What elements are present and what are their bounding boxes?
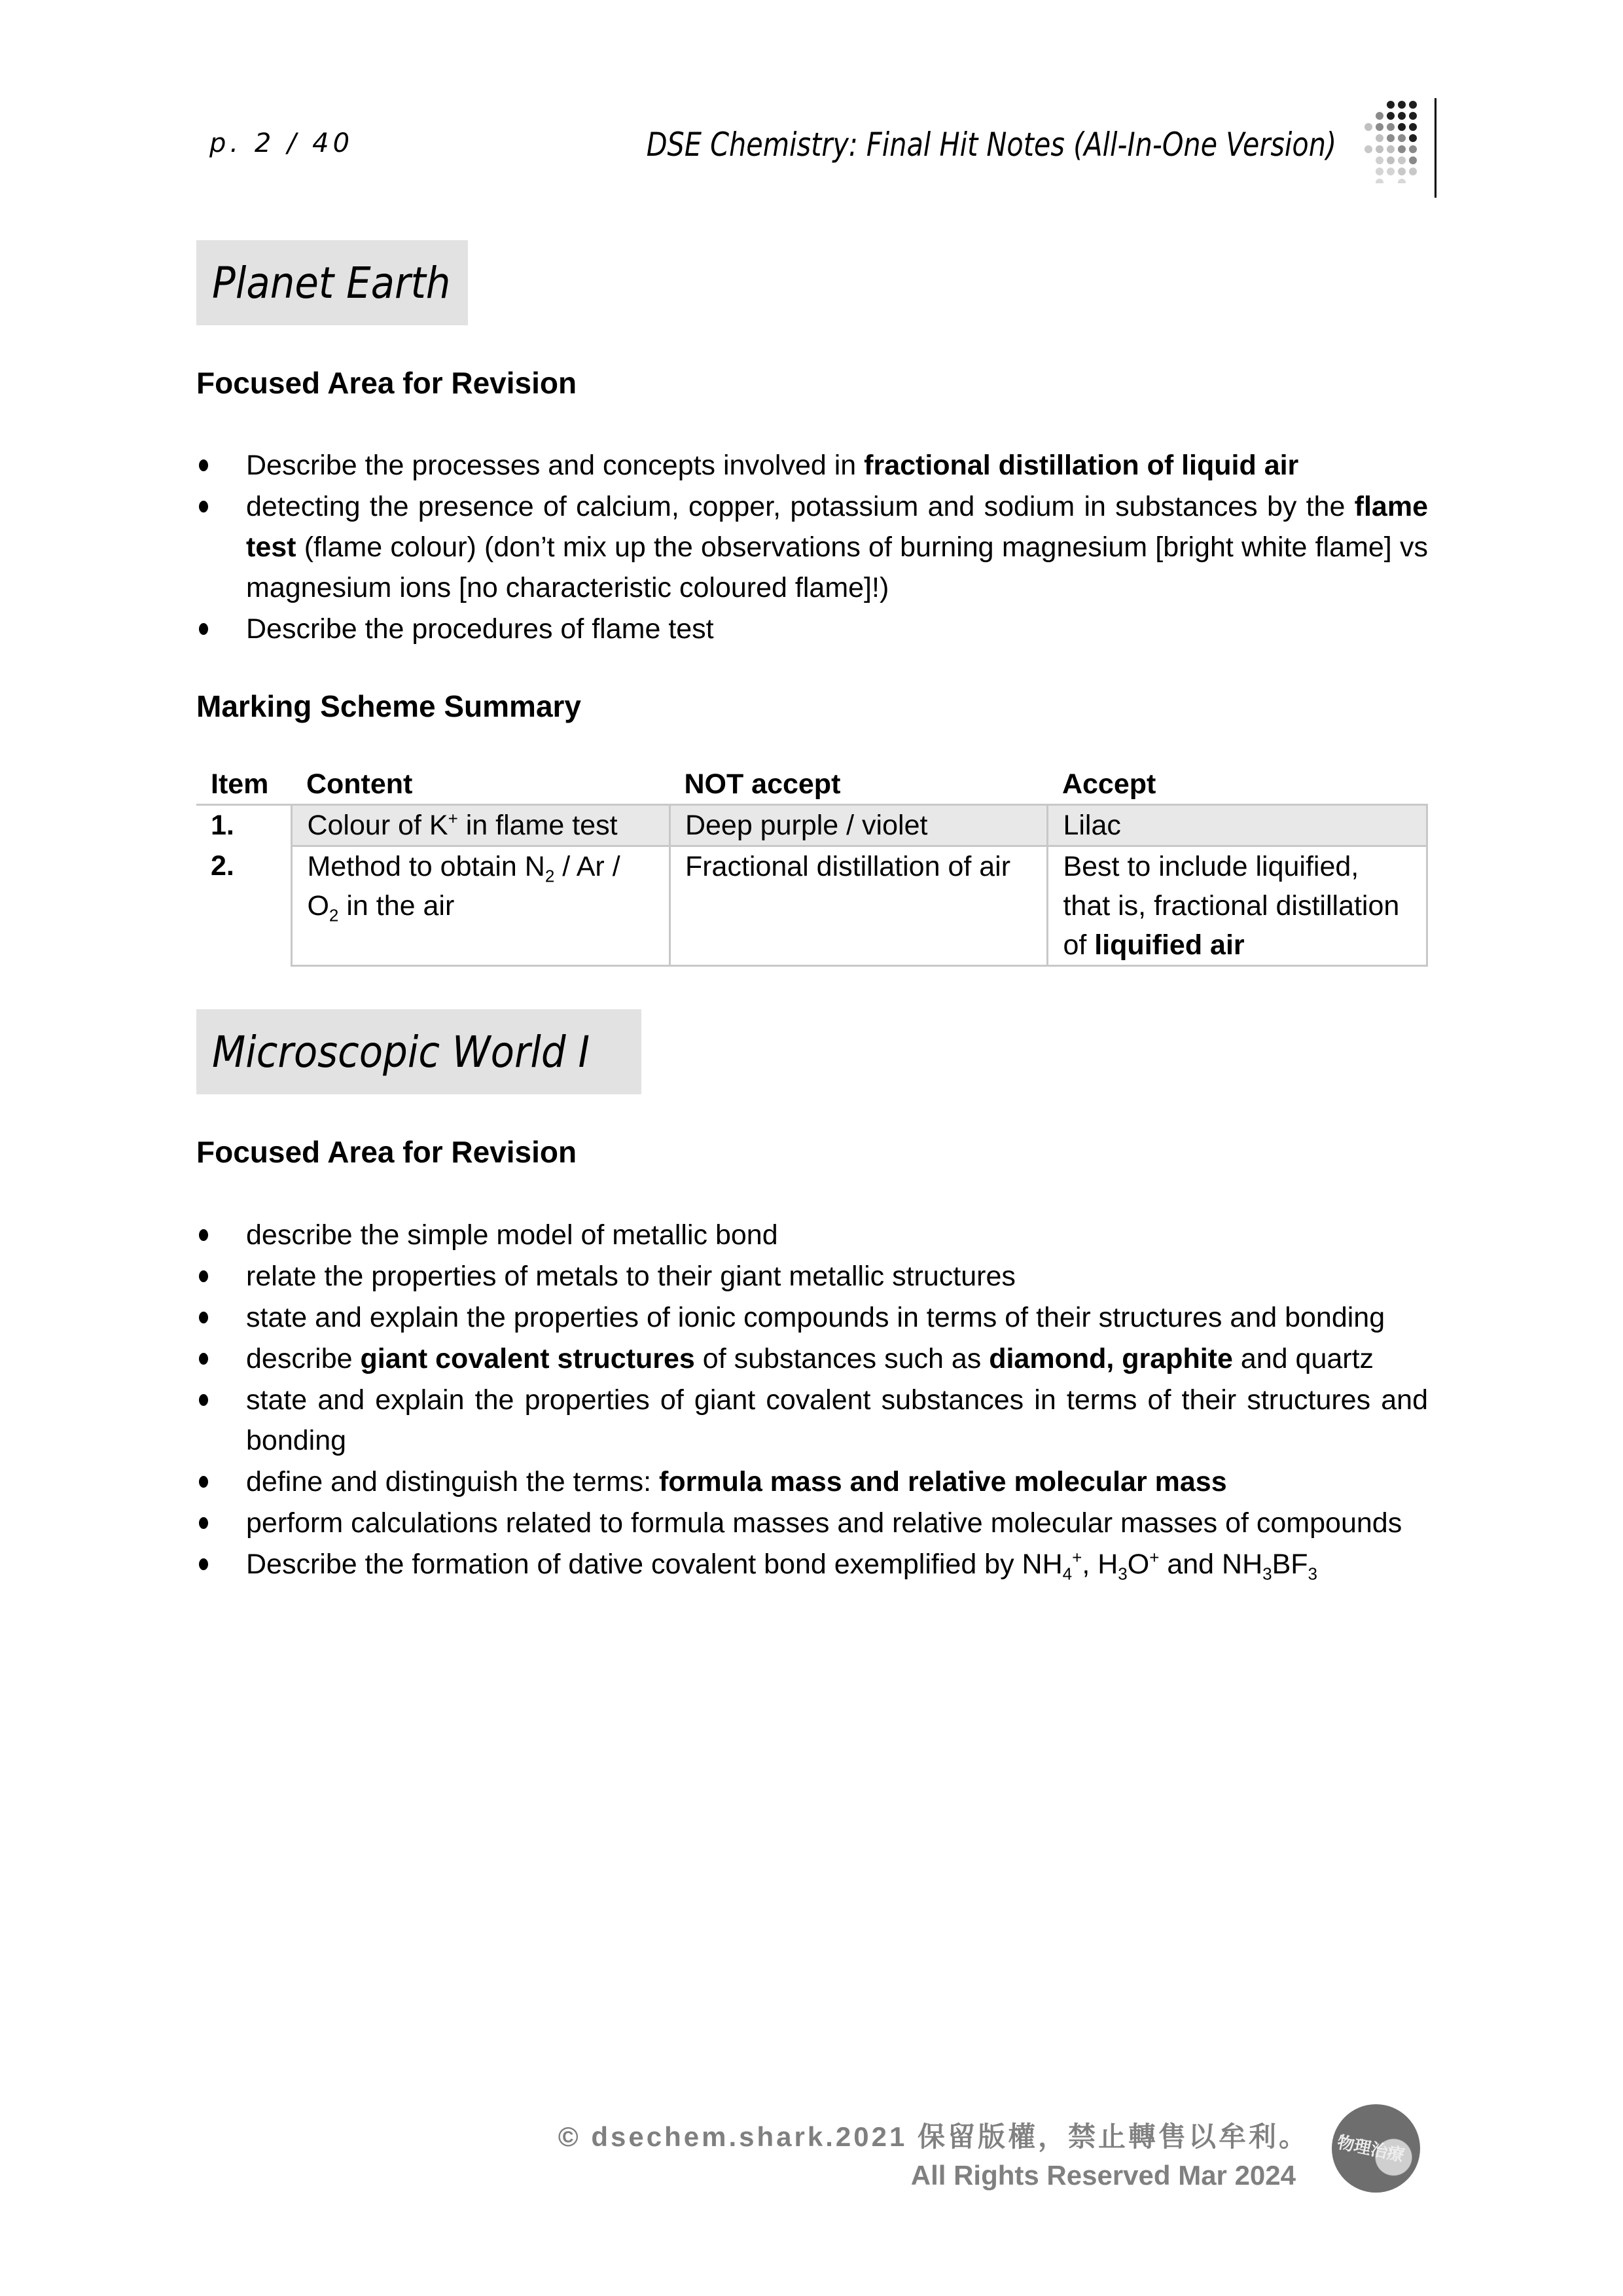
col-header-not-accept: NOT accept	[684, 768, 841, 800]
col-header-accept: Accept	[1061, 768, 1156, 800]
content-cell: Method to obtain $N_2$ / Ar / $O_2$ in the air	[292, 846, 669, 966]
focused-area-heading: Focused Area for Revision	[196, 1135, 577, 1169]
bullet-icon	[199, 1353, 208, 1365]
focus-list-planet-earth	[196, 445, 1428, 650]
item-number: 2.	[211, 850, 234, 882]
list-item: state and explain the properties of giant covalent substances in terms of their structures and bonding	[196, 1380, 1428, 1461]
item-number: 1.	[211, 810, 234, 841]
focused-area-heading: Focused Area for Revision	[196, 366, 577, 400]
bullet-icon	[199, 1270, 208, 1282]
content-cell: Colour of K+ in flame test	[292, 805, 669, 846]
section-title-planet-earth: Planet Earth	[196, 240, 468, 325]
list-item: Describe the formation of dative covalent bond exemplified by $NH_4^+$, $H_3O^+$ and $NH_3BF_3$	[196, 1544, 1428, 1585]
list-item: state and explain the properties of ionic compounds in terms of their structures and bonding	[196, 1297, 1428, 1338]
marking-scheme-table	[196, 764, 1428, 967]
bullet-icon	[199, 1229, 208, 1241]
marking-scheme-heading: Marking Scheme Summary	[196, 689, 582, 723]
author-avatar	[1332, 2104, 1420, 2193]
table-row	[196, 805, 1427, 846]
section-title-microscopic-world: Microscopic World I	[196, 1009, 641, 1094]
bullet-icon	[199, 1517, 208, 1529]
table-header-row	[196, 764, 1427, 805]
table-row	[196, 846, 1427, 966]
document-title: DSE Chemistry: Final Hit Notes (All-In-One Version)	[646, 126, 1336, 164]
list-item: describe giant covalent structures of substances such as diamond, graphite and quartz	[196, 1338, 1428, 1379]
rights-reserved-line: All Rights Reserved Mar 2024	[910, 2160, 1296, 2191]
col-header-item: Item	[211, 768, 269, 800]
bullet-icon	[199, 501, 208, 512]
bullet-icon	[199, 1558, 208, 1570]
bullet-icon	[199, 623, 208, 635]
avatar-text: 物理治療	[1335, 2132, 1406, 2166]
bullet-icon	[199, 1476, 208, 1488]
dot-grid-logo-icon	[1364, 98, 1430, 183]
accept-cell: Lilac	[1048, 805, 1427, 846]
list-item: Describe the processes and concepts involved in fractional distillation of liquid air	[196, 445, 1428, 486]
list-item: define and distinguish the terms: formula mass and relative molecular mass	[196, 1462, 1428, 1502]
page-number: p. 2 / 40	[209, 128, 354, 158]
copyright-line: © dsechem.shark.2021 保留版權，禁止轉售以牟利。	[558, 2121, 1309, 2152]
accept-cell: Best to include liquified, that is, fractional distillation of liquified air	[1048, 846, 1427, 966]
list-item: describe the simple model of metallic bond	[196, 1215, 1428, 1255]
header-divider	[1435, 98, 1436, 198]
not-accept-cell: Deep purple / violet	[669, 805, 1048, 846]
bullet-icon	[199, 1394, 208, 1406]
list-item: perform calculations related to formula masses and relative molecular masses of compounds	[196, 1503, 1428, 1543]
list-item: Describe the procedures of flame test	[196, 609, 1428, 649]
list-item: detecting the presence of calcium, copper, potassium and sodium in substances by the flame test (flame colour) (don’t mix up the observations of burning magnesium [bright white flame] vs magnesium ions [no characteristic coloured flame]!)	[196, 486, 1428, 608]
focus-list-microscopic-world	[196, 1215, 1428, 1585]
col-header-content: Content	[306, 768, 413, 800]
not-accept-cell: Fractional distillation of air	[669, 846, 1048, 966]
list-item: relate the properties of metals to their giant metallic structures	[196, 1256, 1428, 1297]
bullet-icon	[199, 459, 208, 471]
bullet-icon	[199, 1312, 208, 1323]
